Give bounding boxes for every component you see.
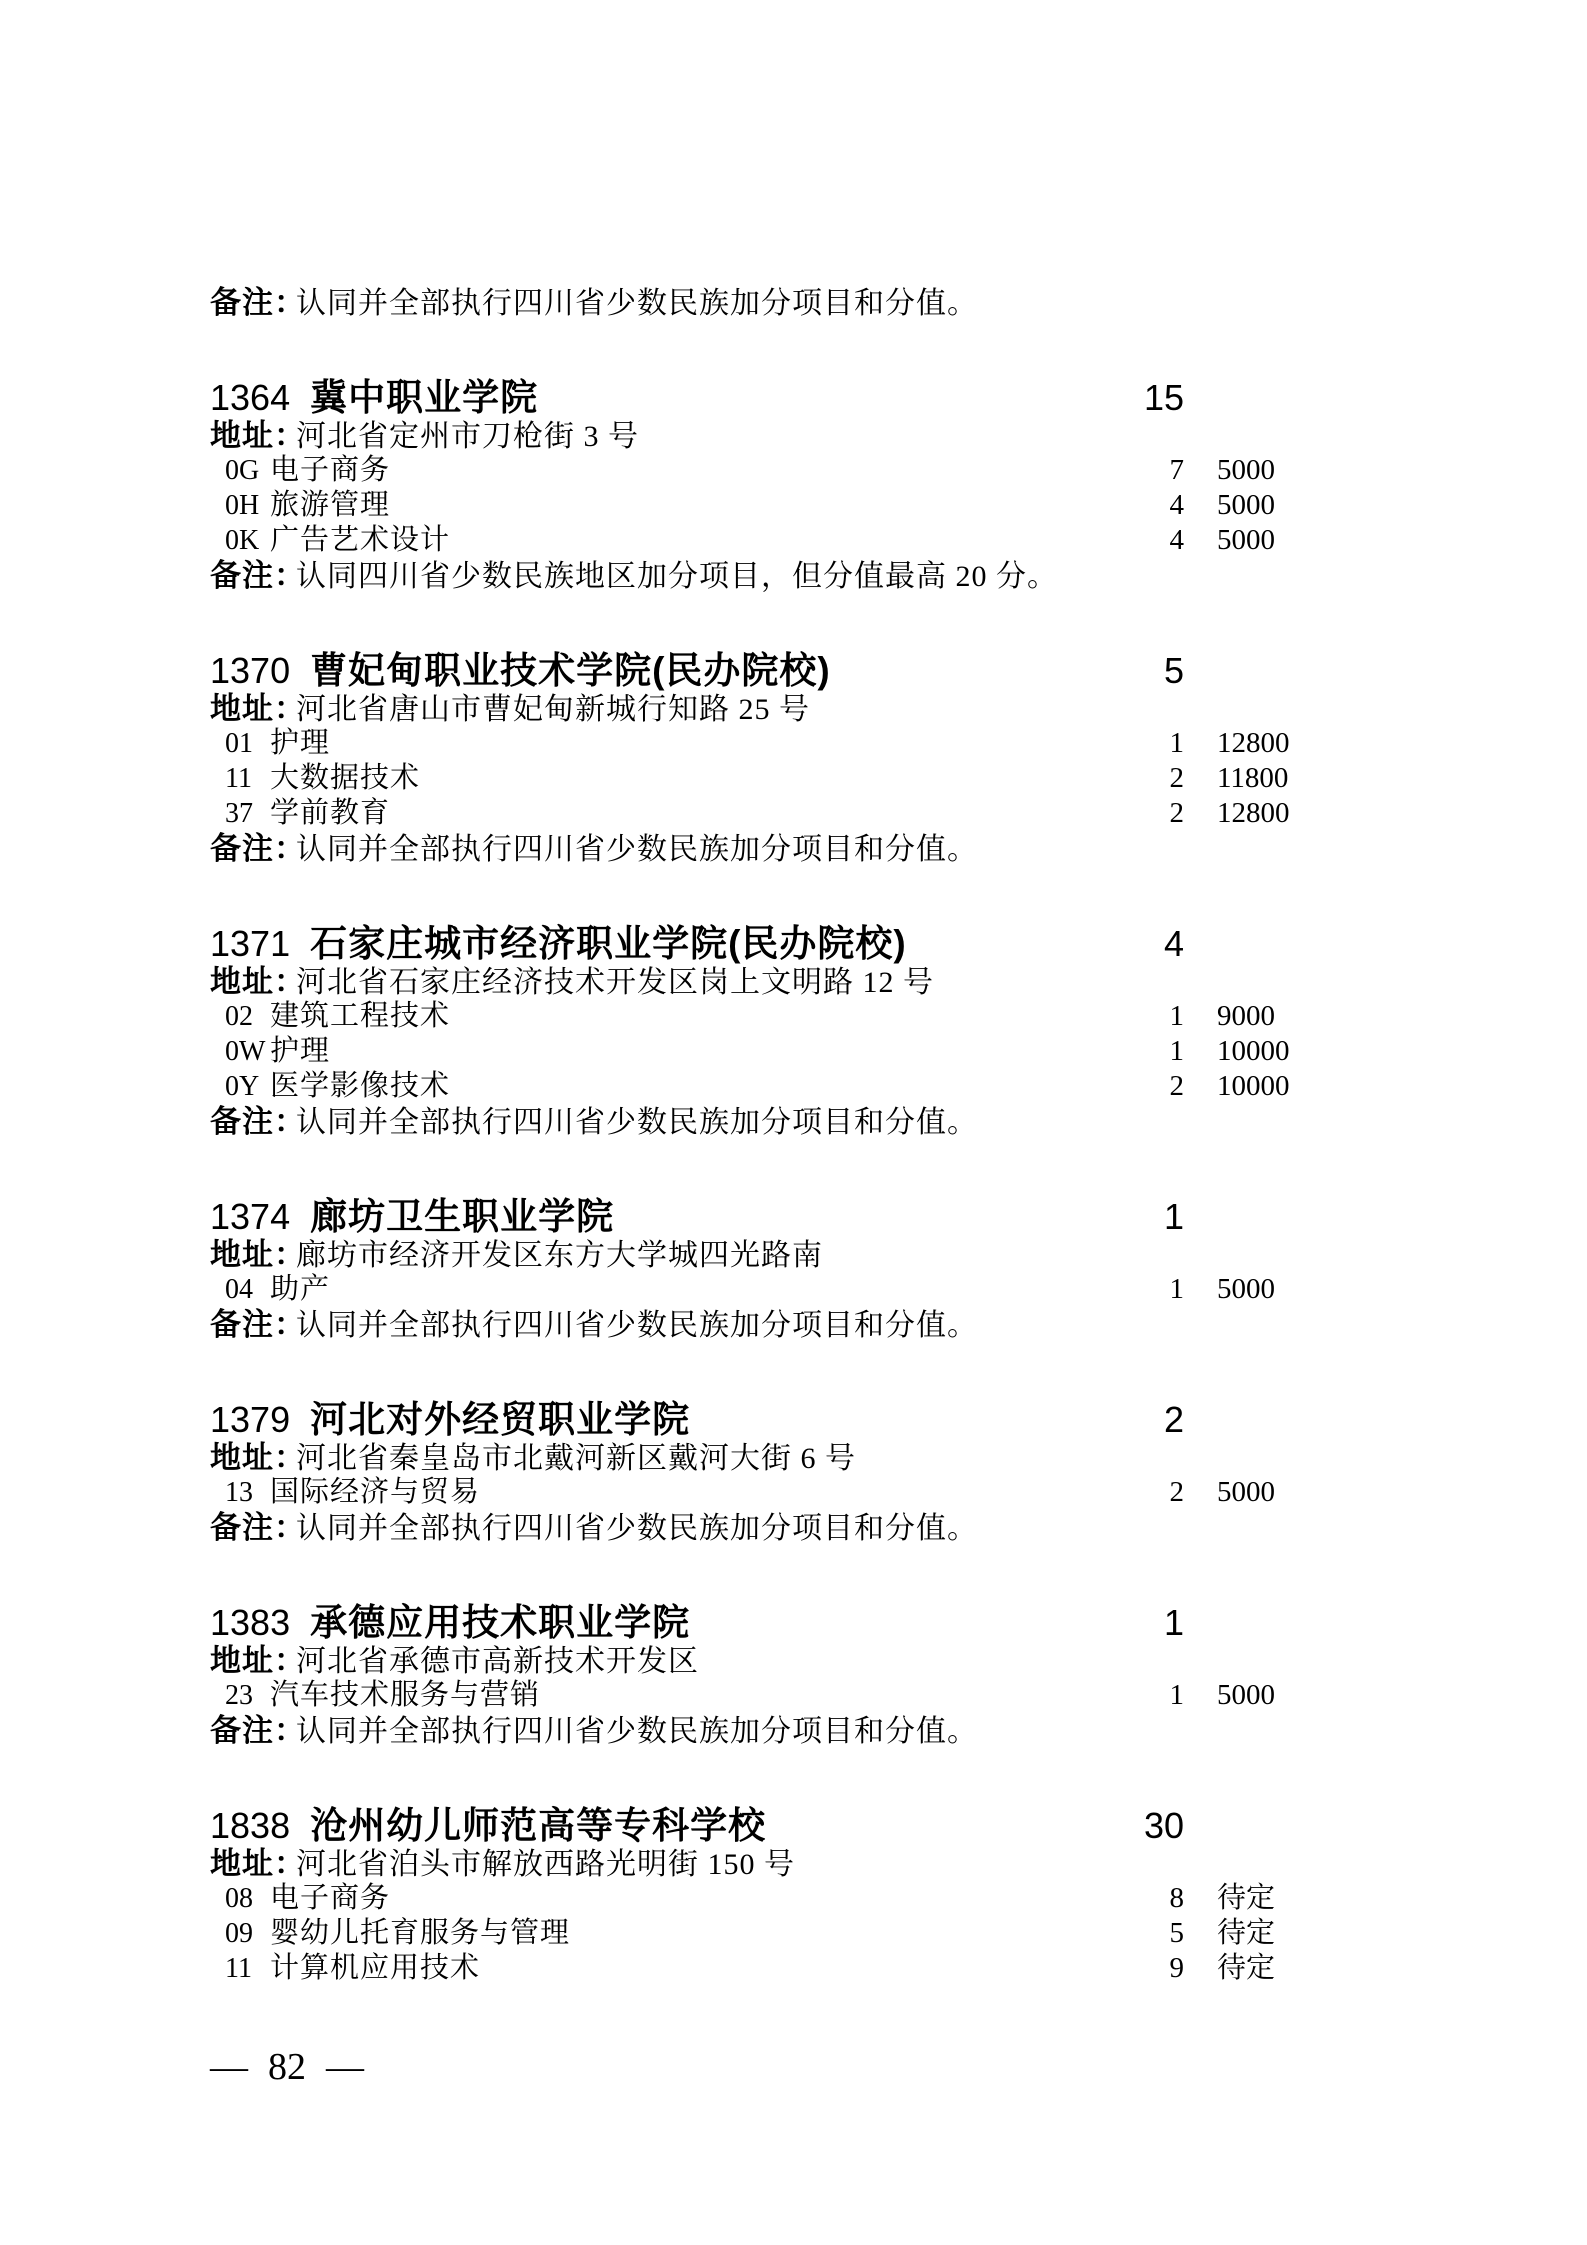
major-name: 护理	[270, 727, 331, 759]
college-block-1364	[210, 378, 1295, 593]
major-name: 婴幼儿托育服务与管理	[270, 1917, 571, 1949]
address-text: 河北省秦皇岛市北戴河新区戴河大街 6 号	[296, 1442, 856, 1475]
major-code: 02	[225, 1001, 253, 1032]
remark-label: 备注：	[210, 285, 306, 320]
top-remark-line	[210, 285, 1295, 320]
college-code: 1379	[210, 1399, 291, 1440]
major-row	[210, 523, 1295, 558]
remark-text: 认同并全部执行四川省少数民族加分项目和分值。	[296, 833, 978, 866]
major-row	[210, 761, 1295, 796]
college-code: 1364	[210, 377, 291, 418]
college-name: 石家庄城市经济职业学院(民办院校)	[310, 923, 907, 964]
major-code: 0Y	[225, 1071, 260, 1102]
major-name: 电子商务	[270, 1882, 391, 1914]
remark-text: 认同并全部执行四川省少数民族加分项目和分值。	[296, 1715, 978, 1748]
college-code: 1370	[210, 650, 291, 691]
major-code: 08	[225, 1883, 253, 1914]
address-label: 地址：	[210, 1846, 306, 1881]
major-fee: 待定	[1217, 1952, 1276, 1984]
college-header	[210, 378, 1295, 418]
college-total-count: 2	[1163, 1399, 1184, 1440]
footer-right-dash: —	[326, 2046, 364, 2088]
remark-text: 认同并全部执行四川省少数民族加分项目和分值。	[296, 1309, 978, 1342]
major-row	[210, 1475, 1295, 1510]
major-code: 11	[225, 1953, 252, 1984]
major-name: 计算机应用技术	[270, 1952, 481, 1984]
major-code: 0G	[225, 455, 260, 486]
remark-label: 备注：	[210, 1307, 306, 1342]
major-fee: 5000	[1217, 1679, 1275, 1711]
college-header	[210, 651, 1295, 691]
major-row	[210, 1272, 1295, 1307]
college-name: 河北对外经贸职业学院	[310, 1399, 691, 1440]
major-fee: 5000	[1217, 454, 1275, 486]
college-header	[210, 924, 1295, 964]
major-count: 4	[1169, 489, 1184, 521]
major-row	[210, 1951, 1295, 1986]
remark-label: 备注：	[210, 558, 306, 593]
major-count: 4	[1169, 524, 1184, 556]
college-block-1379	[210, 1400, 1295, 1545]
address-line	[210, 964, 1295, 999]
college-header	[210, 1806, 1295, 1846]
college-block-1371	[210, 924, 1295, 1139]
major-name: 旅游管理	[270, 489, 391, 521]
address-text: 河北省唐山市曹妃甸新城行知路 25 号	[296, 693, 810, 726]
remark-line	[210, 1104, 1295, 1139]
major-name: 医学影像技术	[270, 1070, 451, 1102]
major-count: 1	[1169, 1000, 1184, 1032]
major-code: 0K	[225, 525, 260, 556]
major-row	[210, 1916, 1295, 1951]
major-fee: 12800	[1217, 797, 1290, 829]
major-name: 学前教育	[270, 797, 391, 829]
major-row	[210, 488, 1295, 523]
college-code: 1371	[210, 923, 291, 964]
major-row	[210, 1034, 1295, 1069]
major-code: 13	[225, 1477, 253, 1508]
remark-line	[210, 558, 1295, 593]
major-code: 37	[225, 798, 253, 829]
major-code: 11	[225, 763, 252, 794]
address-line	[210, 1846, 1295, 1881]
college-name: 沧州幼儿师范高等专科学校	[310, 1805, 767, 1846]
major-name: 大数据技术	[270, 762, 421, 794]
remark-line	[210, 1510, 1295, 1545]
major-name: 护理	[270, 1035, 331, 1067]
major-name: 国际经济与贸易	[270, 1476, 481, 1508]
college-header	[210, 1400, 1295, 1440]
address-text: 河北省石家庄经济技术开发区岗上文明路 12 号	[296, 966, 934, 999]
major-fee: 5000	[1217, 489, 1275, 521]
college-total-count: 4	[1163, 923, 1184, 964]
major-code: 0H	[225, 490, 260, 521]
college-name: 冀中职业学院	[310, 377, 539, 418]
college-block-1838	[210, 1806, 1295, 1986]
college-header	[210, 1197, 1295, 1237]
address-text: 河北省定州市刀枪街 3 号	[296, 420, 639, 453]
remark-text: 认同并全部执行四川省少数民族加分项目和分值。	[296, 1512, 978, 1545]
major-count: 2	[1169, 762, 1184, 794]
major-row	[210, 726, 1295, 761]
address-text: 河北省承德市高新技术开发区	[296, 1645, 699, 1678]
major-count: 2	[1169, 1070, 1184, 1102]
college-total-count: 1	[1163, 1602, 1184, 1643]
college-block-1374	[210, 1197, 1295, 1342]
college-code: 1383	[210, 1602, 291, 1643]
address-label: 地址：	[210, 964, 306, 999]
major-count: 7	[1169, 454, 1184, 486]
footer-left-dash: —	[210, 2046, 248, 2088]
major-fee: 10000	[1217, 1035, 1290, 1067]
college-total-count: 5	[1163, 650, 1184, 691]
college-total-count: 15	[1143, 377, 1184, 418]
major-fee: 待定	[1217, 1917, 1276, 1949]
major-row	[210, 1881, 1295, 1916]
major-name: 助产	[270, 1273, 331, 1305]
remark-line	[210, 1713, 1295, 1748]
major-fee: 5000	[1217, 1476, 1275, 1508]
major-code: 09	[225, 1918, 253, 1949]
address-label: 地址：	[210, 1643, 306, 1678]
remark-text: 认同并全部执行四川省少数民族加分项目和分值。	[296, 287, 978, 320]
address-label: 地址：	[210, 1440, 306, 1475]
major-code: 23	[225, 1680, 253, 1711]
major-name: 电子商务	[270, 454, 391, 486]
major-count: 5	[1169, 1917, 1184, 1949]
major-code: 0W	[225, 1036, 266, 1067]
major-count: 2	[1169, 1476, 1184, 1508]
major-count: 8	[1169, 1882, 1184, 1914]
college-code: 1838	[210, 1805, 291, 1846]
remark-label: 备注：	[210, 831, 306, 866]
page-content	[210, 285, 1295, 1986]
major-name: 汽车技术服务与营销	[270, 1679, 541, 1711]
major-count: 1	[1169, 1273, 1184, 1305]
major-code: 01	[225, 728, 253, 759]
college-block-1370	[210, 651, 1295, 866]
major-row	[210, 1678, 1295, 1713]
address-line	[210, 1440, 1295, 1475]
college-code: 1374	[210, 1196, 291, 1237]
major-fee: 5000	[1217, 1273, 1275, 1305]
major-row	[210, 796, 1295, 831]
college-name: 曹妃甸职业技术学院(民办院校)	[310, 650, 831, 691]
page-footer	[210, 2046, 364, 2088]
remark-label: 备注：	[210, 1713, 306, 1748]
major-row	[210, 453, 1295, 488]
major-count: 2	[1169, 797, 1184, 829]
major-fee: 10000	[1217, 1070, 1290, 1102]
major-row	[210, 999, 1295, 1034]
address-label: 地址：	[210, 418, 306, 453]
remark-label: 备注：	[210, 1104, 306, 1139]
major-name: 建筑工程技术	[270, 1000, 451, 1032]
address-text: 廊坊市经济开发区东方大学城四光路南	[296, 1239, 823, 1272]
college-header	[210, 1603, 1295, 1643]
major-count: 1	[1169, 1035, 1184, 1067]
address-line	[210, 1237, 1295, 1272]
major-count: 1	[1169, 1679, 1184, 1711]
major-fee: 11800	[1217, 762, 1289, 794]
remark-label: 备注：	[210, 1510, 306, 1545]
major-fee: 12800	[1217, 727, 1290, 759]
remark-line	[210, 831, 1295, 866]
major-count: 1	[1169, 727, 1184, 759]
college-name: 廊坊卫生职业学院	[310, 1196, 615, 1237]
college-total-count: 1	[1163, 1196, 1184, 1237]
address-text: 河北省泊头市解放西路光明街 150 号	[296, 1848, 795, 1881]
college-name: 承德应用技术职业学院	[310, 1602, 691, 1643]
major-row	[210, 1069, 1295, 1104]
remark-line	[210, 1307, 1295, 1342]
college-block-1383	[210, 1603, 1295, 1748]
major-code: 04	[225, 1274, 253, 1305]
major-name: 广告艺术设计	[270, 524, 451, 556]
address-label: 地址：	[210, 691, 306, 726]
major-fee: 5000	[1217, 524, 1275, 556]
remark-text: 认同四川省少数民族地区加分项目，但分值最高 20 分。	[296, 560, 1058, 593]
remark-text: 认同并全部执行四川省少数民族加分项目和分值。	[296, 1106, 978, 1139]
college-total-count: 30	[1143, 1805, 1184, 1846]
address-line	[210, 691, 1295, 726]
major-count: 9	[1169, 1952, 1184, 1984]
major-fee: 9000	[1217, 1000, 1275, 1032]
address-label: 地址：	[210, 1237, 306, 1272]
page-number: 82	[268, 2046, 306, 2088]
major-fee: 待定	[1217, 1882, 1276, 1914]
